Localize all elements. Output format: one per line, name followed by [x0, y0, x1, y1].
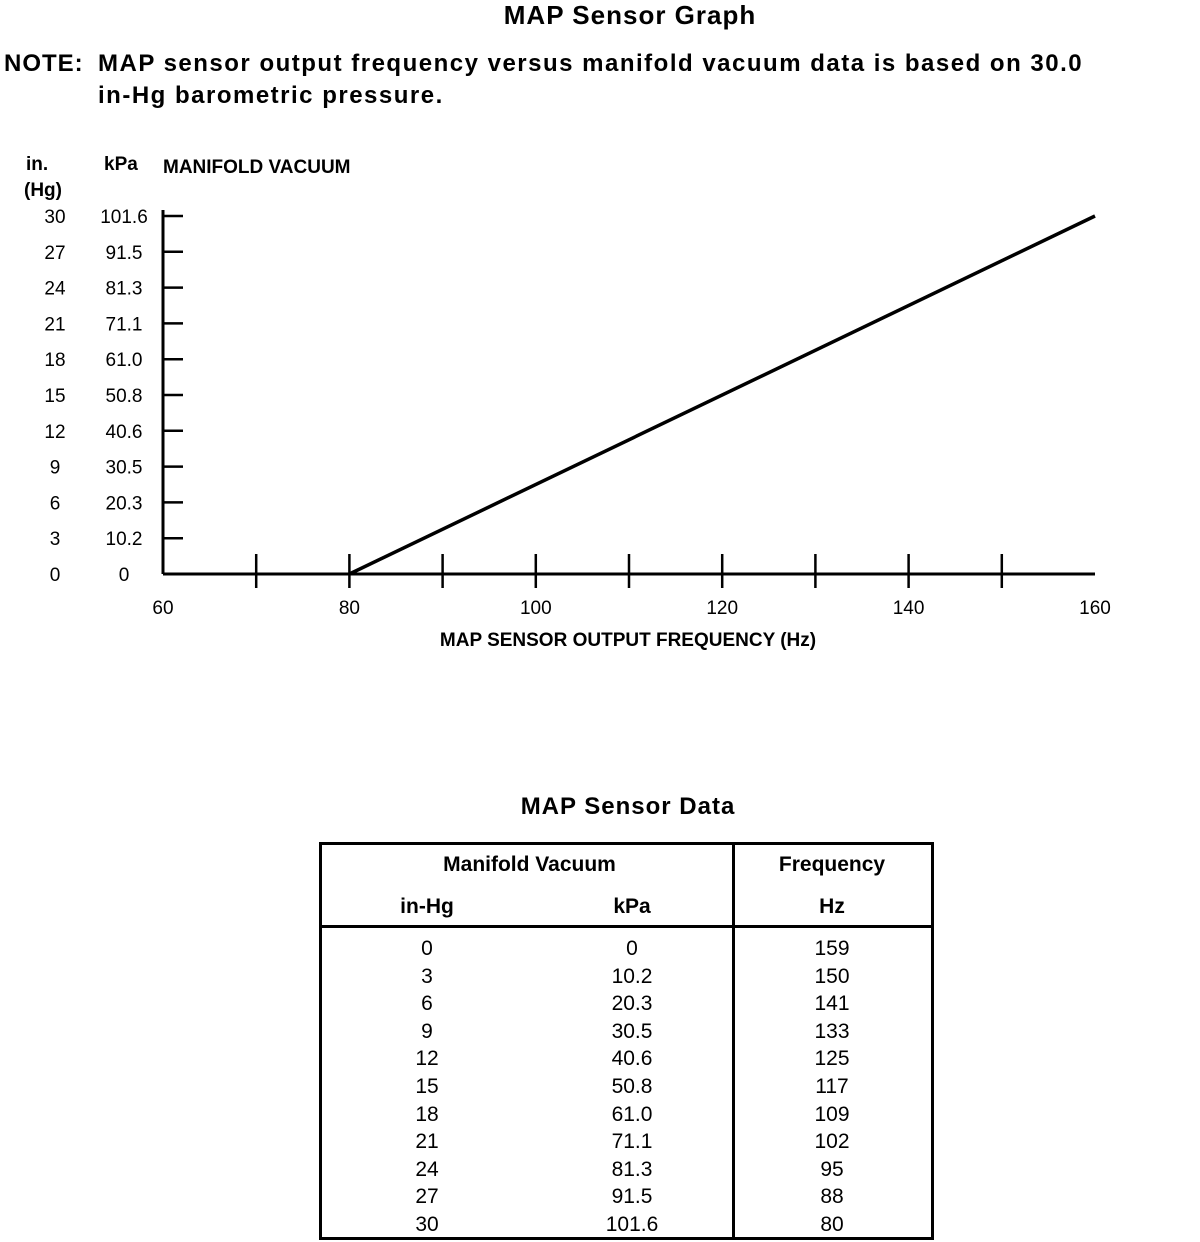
x-tick-label: 140 — [892, 598, 925, 619]
x-tick-label: 100 — [519, 598, 552, 619]
cell-in-hg: 9 — [421, 1019, 433, 1043]
x-tick-label: 80 — [338, 598, 360, 619]
y-tick-label-kpa: 0 — [118, 565, 130, 586]
cell-kpa: 50.8 — [611, 1074, 653, 1098]
cell-in-hg: 15 — [415, 1074, 439, 1098]
cell-hz: 125 — [814, 1047, 850, 1071]
y-unit-kpa-label: kPa — [104, 154, 138, 175]
table-row — [322, 990, 931, 1018]
y-tick-label-inhg: 6 — [49, 493, 61, 515]
cell-hz: 159 — [814, 937, 850, 960]
y-tick-label-kpa: 71.1 — [105, 314, 143, 336]
cell-hz: 141 — [814, 992, 850, 1016]
series-line — [349, 216, 1095, 574]
cell-kpa: 91.5 — [611, 1185, 653, 1209]
map-sensor-data-table — [319, 842, 934, 1240]
y-tick-label-inhg: 12 — [44, 421, 66, 443]
header-in-hg: in-Hg — [400, 895, 454, 918]
cell-kpa: 71.1 — [611, 1130, 653, 1154]
header-frequency: Frequency — [778, 853, 886, 876]
cell-hz: 117 — [815, 1074, 849, 1098]
x-axis-title: MAP SENSOR OUTPUT FREQUENCY (Hz) — [439, 630, 817, 651]
y-tick-label-inhg: 30 — [44, 207, 66, 228]
x-tick-label: 120 — [706, 598, 739, 619]
y-axis-title: MANIFOLD VACUUM — [163, 157, 351, 178]
data-series — [349, 216, 1095, 574]
cell-kpa: 40.6 — [611, 1047, 653, 1071]
header-kpa: kPa — [613, 895, 651, 918]
cell-hz: 88 — [820, 1185, 844, 1209]
header-manifold-vacuum: Manifold Vacuum — [443, 853, 616, 876]
y-tick-label-inhg: 27 — [44, 242, 66, 264]
y-tick-label-kpa: 30.5 — [105, 457, 143, 479]
table-row — [322, 1045, 931, 1073]
y-tick-label-kpa: 81.3 — [105, 278, 143, 300]
table-row — [322, 1156, 931, 1184]
y-tick-label-kpa: 20.3 — [105, 493, 143, 515]
note-label: NOTE: — [4, 50, 84, 77]
note-text-line-2: in-Hg barometric pressure. — [98, 82, 444, 109]
page-title: MAP Sensor Graph — [503, 0, 757, 30]
header-divider — [322, 925, 931, 928]
cell-kpa: 101.6 — [605, 1212, 659, 1236]
cell-kpa: 61.0 — [611, 1102, 653, 1126]
cell-in-hg: 24 — [415, 1157, 439, 1181]
table-row — [322, 1073, 931, 1101]
y-tick-label-inhg: 9 — [49, 457, 61, 479]
y-tick-label-kpa: 61.0 — [105, 350, 143, 372]
header-hz: Hz — [819, 895, 845, 918]
y-unit-hg-label: (Hg) — [24, 180, 62, 201]
table-row — [322, 1128, 931, 1156]
table-body — [322, 935, 931, 1239]
y-tick-label-inhg: 0 — [49, 565, 61, 586]
table-row — [322, 1183, 931, 1211]
cell-in-hg: 0 — [421, 937, 433, 960]
cell-kpa: 81.3 — [611, 1157, 653, 1181]
y-tick-label-inhg: 18 — [44, 350, 66, 372]
y-tick-label-inhg: 15 — [44, 386, 66, 407]
cell-hz: 133 — [814, 1019, 850, 1043]
y-tick-label-inhg: 3 — [49, 529, 61, 551]
cell-kpa: 30.5 — [611, 1019, 653, 1043]
cell-kpa: 10.2 — [611, 964, 653, 988]
x-tick-label: 60 — [152, 598, 174, 619]
y-tick-label-inhg: 21 — [44, 314, 66, 336]
table-row — [322, 935, 931, 963]
cell-hz: 109 — [814, 1102, 850, 1126]
cell-kpa: 0 — [626, 937, 638, 960]
map-sensor-chart — [0, 140, 1200, 660]
y-tick-label-kpa: 10.2 — [105, 529, 143, 551]
table-row — [322, 1211, 931, 1239]
x-ticks — [152, 554, 1110, 619]
cell-in-hg: 6 — [421, 992, 433, 1016]
y-tick-label-kpa: 50.8 — [105, 386, 143, 407]
cell-in-hg: 30 — [415, 1212, 439, 1236]
table-title: MAP Sensor Data — [520, 793, 736, 820]
chart-axes — [163, 210, 1095, 574]
cell-in-hg: 18 — [415, 1102, 439, 1126]
cell-in-hg: 3 — [421, 964, 433, 988]
y-tick-label-kpa: 91.5 — [105, 242, 143, 264]
y-tick-label-kpa: 101.6 — [100, 207, 148, 228]
y-unit-in-label: in. — [26, 154, 49, 175]
cell-in-hg: 21 — [415, 1130, 439, 1154]
cell-hz: 80 — [820, 1212, 844, 1236]
table-row — [322, 963, 931, 991]
cell-in-hg: 27 — [415, 1185, 439, 1209]
y-tick-label-kpa: 40.6 — [105, 421, 143, 443]
cell-hz: 102 — [814, 1130, 850, 1154]
cell-kpa: 20.3 — [611, 992, 653, 1016]
cell-hz: 150 — [814, 964, 850, 988]
cell-hz: 95 — [820, 1157, 844, 1181]
y-tick-label-inhg: 24 — [44, 278, 66, 300]
table-row — [322, 1018, 931, 1046]
x-tick-label: 160 — [1079, 598, 1111, 619]
note-text-line-1: MAP sensor output frequency versus manifold vacuum data is based on 30.0 — [98, 50, 1084, 77]
cell-in-hg: 12 — [415, 1047, 439, 1071]
table-row — [322, 1101, 931, 1129]
